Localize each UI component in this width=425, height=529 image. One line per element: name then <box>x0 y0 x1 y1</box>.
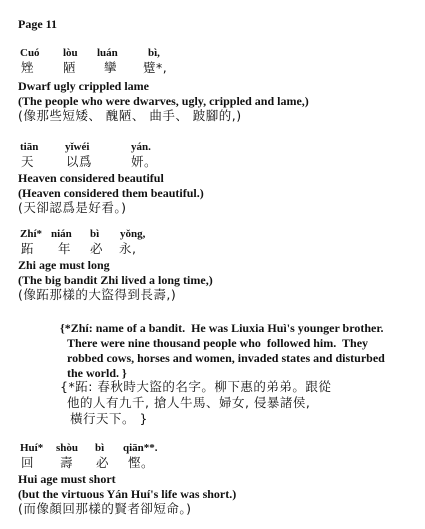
english-translation: (Heaven considered them beautiful.) <box>18 186 204 200</box>
chinese-translation: (而像顏回那樣的賢者卻短命。) <box>18 501 192 516</box>
pinyin-word: yǐwéi <box>65 141 90 153</box>
pinyin-word: tiān <box>20 141 39 153</box>
english-translation: (The people who were dwarves, ugly, crippled and lame,) <box>18 94 309 108</box>
footnote-english-line: robbed cows, horses and women, invaded states and disturbed <box>67 351 385 365</box>
chinese-char: 必 <box>90 241 104 256</box>
pinyin-word: bì <box>95 442 105 454</box>
chinese-char: 矬 <box>21 60 35 75</box>
footnote-chinese-line: 他的人有九千, 搶人牛馬、婦女, 侵暴諸侯, <box>67 395 311 410</box>
chinese-char: 必 <box>96 455 110 470</box>
chinese-translation: (天卻認爲是好看。) <box>18 200 127 215</box>
chinese-char: 壽 <box>60 455 74 470</box>
chinese-translation: (像跖那樣的大盜得到長壽,) <box>18 287 177 302</box>
chinese-char: 慳。 <box>128 455 155 470</box>
chinese-translation: (像那些短矮、 醜陋、 曲手、 跛腳的,) <box>18 108 242 123</box>
footnote-english-line: There were nine thousand people who followed him. They <box>67 336 369 350</box>
pinyin-word: qiān**. <box>123 442 158 454</box>
footnote-chinese-line: {*跖: 春秋時大盜的名字。柳下惠的弟弟。跟從 <box>60 379 332 394</box>
footnote-chinese-line: 橫行天下。 } <box>70 411 148 426</box>
pinyin-word: luán <box>97 47 118 59</box>
pinyin-word: Huí* <box>20 442 44 454</box>
page-label: Page 11 <box>18 17 57 31</box>
english-translation: (The big bandit Zhi lived a long time,) <box>18 273 213 287</box>
pinyin-word: lòu <box>63 47 78 59</box>
word-gloss: Heaven considered beautiful <box>18 171 164 185</box>
pinyin-word: yán. <box>131 141 151 153</box>
pinyin-word: bì, <box>148 47 160 59</box>
word-gloss: Dwarf ugly crippled lame <box>18 79 149 93</box>
word-gloss: Hui age must short <box>18 472 116 486</box>
chinese-char: 陋 <box>63 60 77 75</box>
footnote-english-line: the world. } <box>67 366 127 380</box>
pinyin-word: Cuó <box>20 47 40 59</box>
word-gloss: Zhi age must long <box>18 258 110 272</box>
pinyin-word: shòu <box>56 442 79 454</box>
chinese-char: 躄*, <box>143 60 168 75</box>
chinese-char: 天 <box>21 154 35 169</box>
chinese-char: 跖 <box>21 241 35 256</box>
chinese-char: 以爲 <box>66 154 93 169</box>
chinese-char: 攣 <box>104 60 118 75</box>
chinese-char: 妍。 <box>131 154 158 169</box>
pinyin-word: bì <box>90 228 100 240</box>
chinese-char: 年 <box>58 241 72 256</box>
chinese-char: 永, <box>119 241 137 256</box>
pinyin-word: yǒng, <box>120 228 146 240</box>
english-translation: (but the virtuous Yán Huí's life was short.) <box>18 487 237 501</box>
chinese-char: 回 <box>21 455 35 470</box>
footnote-english-line: {*Zhí: name of a bandit. He was Liuxia Huì's younger brother. <box>60 321 384 335</box>
pinyin-word: Zhí* <box>20 228 43 240</box>
pinyin-word: nián <box>51 228 72 240</box>
